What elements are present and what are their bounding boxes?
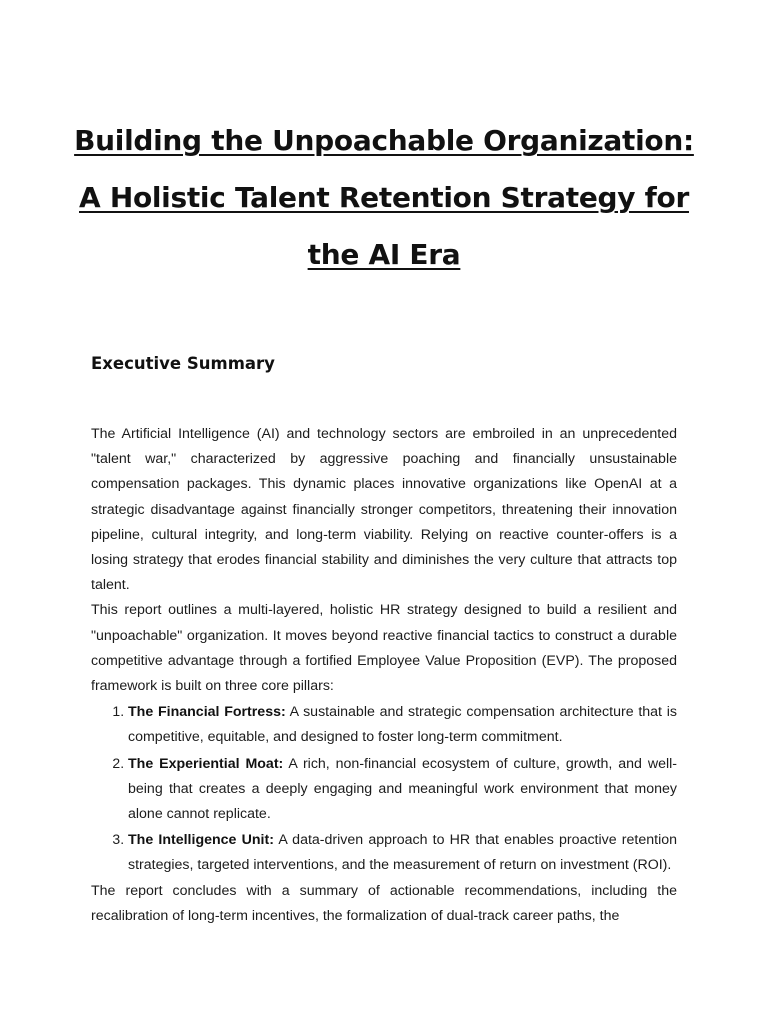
paragraph-1: The Artificial Intelligence (AI) and technology sectors are embroiled in an unprecedented "talent war," characterized by aggressive poaching and financially unsustainable compensation packages. This dynamic places innovative organizations like OpenAI at a strategic disadvantage against financially stronger competitors, threatening their innovation pipeline, cultural integrity, and long-term viability. Relying on reactive counter-offers is a losing strategy that erodes financial stability and diminishes the very culture that attracts top talent. <box>91 426 677 594</box>
pillar-label: The Intelligence Unit: <box>128 832 274 849</box>
pillar-item-2 <box>128 751 677 828</box>
pillar-label: The Experiential Moat: <box>128 755 284 772</box>
pillar-text: A rich, non-financial ecosystem of culture, growth, and well-being that creates a deeply engaging and meaningful work environment that money alone cannot replicate. <box>128 755 677 823</box>
title-line-1: Building the Unpoachable Organization: <box>74 124 694 157</box>
document-title <box>60 112 708 283</box>
pillar-text: A data-driven approach to HR that enables proactive retention strategies, targeted interventions, and the measurement of return on investment (ROI). <box>128 832 677 874</box>
pillar-text: A sustainable and strategic compensation architecture that is competitive, equitable, and designed to foster long-term commitment. <box>128 704 677 746</box>
paragraph-2: This report outlines a multi-layered, holistic HR strategy designed to build a resilient and "unpoachable" organization. It moves beyond reactive financial tactics to construct a durable competitive advantage through a fortified Employee Value Proposition (EVP). The proposed framework is built on three core pillars: <box>91 602 677 695</box>
title-line-2: A Holistic Talent Retention Strategy for <box>79 181 689 214</box>
paragraph-3: The report concludes with a summary of actionable recommendations, including the recalibration of long-term incentives, the formalization of dual-track career paths, the <box>91 882 677 924</box>
pillars-list <box>91 699 677 878</box>
title-line-3: the AI Era <box>307 238 461 271</box>
pillar-item-1 <box>128 699 677 750</box>
pillar-label: The Financial Fortress: <box>128 704 286 721</box>
section-heading-executive-summary: Executive Summary <box>91 354 275 373</box>
executive-summary-body <box>91 422 677 929</box>
pillar-item-3 <box>128 827 677 878</box>
